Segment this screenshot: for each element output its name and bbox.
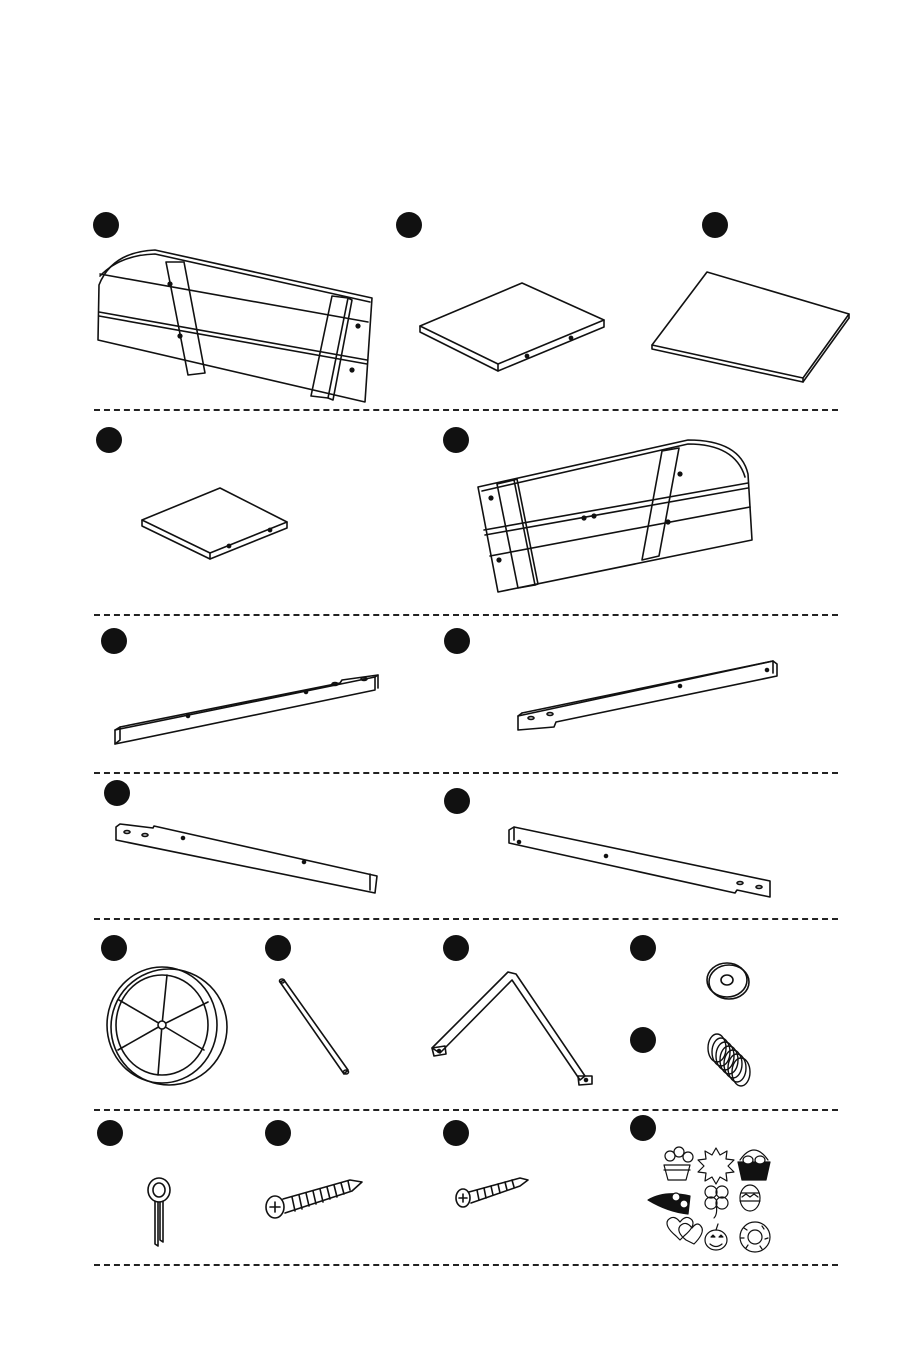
flat-sheet [652, 272, 849, 382]
wreath-icon [740, 1222, 770, 1252]
clover-icon [705, 1186, 728, 1218]
easter-basket-icon [738, 1150, 770, 1180]
axle [280, 979, 349, 1074]
long-screw [266, 1180, 362, 1218]
washer [707, 963, 749, 999]
short-screw [456, 1178, 528, 1207]
sun-icon [698, 1148, 734, 1184]
bottom-board-small [142, 488, 287, 559]
flower-basket-icon [664, 1147, 693, 1180]
spring [708, 1034, 750, 1086]
rail-lower-right [509, 827, 770, 897]
egg-icon [740, 1185, 760, 1211]
cornucopia-icon [648, 1193, 690, 1214]
rail-lower-left [116, 824, 377, 893]
seasonal-decals [648, 1147, 770, 1252]
pumpkin-icon [705, 1224, 727, 1250]
rail-upper-right [518, 661, 777, 730]
side-panel-left [98, 250, 372, 402]
bottom-board-large [420, 283, 604, 371]
leg-bracket [432, 972, 592, 1085]
cotter-pin [148, 1178, 170, 1246]
wheel [107, 967, 227, 1085]
side-panel-right [478, 440, 752, 592]
hearts-icon [667, 1217, 702, 1244]
rail-upper-left [115, 675, 378, 744]
